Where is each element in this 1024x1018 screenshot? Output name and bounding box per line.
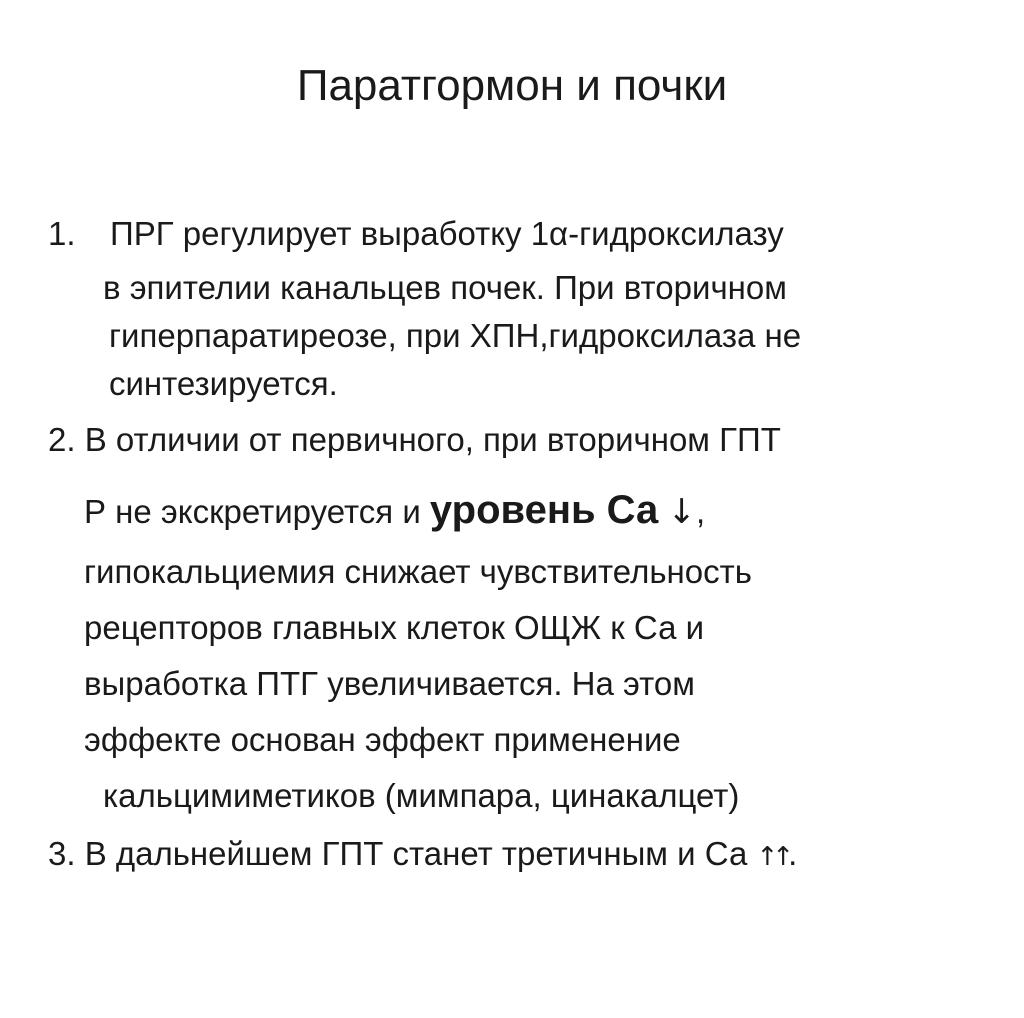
- double-up-arrow-icon: ↑↑: [756, 842, 789, 872]
- item2-line-6: эффекте основан эффект применение: [84, 721, 681, 758]
- item2-line-2-suffix: ,: [695, 493, 706, 530]
- item1-line-2: в эпителии канальцев почек. При вторичном: [103, 269, 787, 306]
- item1-number: 1.: [48, 215, 76, 252]
- item1-line-1: ПРГ регулирует выработку 1α-гидроксилазу: [110, 215, 784, 252]
- item2-line-1: 2. В отличии от первичного, при вторичном ГПТ: [48, 421, 781, 458]
- item3-line: [48, 834, 797, 877]
- item2-line-2: [84, 490, 705, 532]
- item1-line-4: синтезируется.: [109, 365, 338, 402]
- item3-text: 3. В дальнейшем ГПТ станет третичным и Са: [48, 835, 757, 872]
- item2-line-7: кальцимиметиков (мимпара, цинакалцет): [103, 777, 740, 814]
- item2-line-5: выработка ПТГ увеличивается. На этом: [84, 665, 695, 702]
- item2-line-2-prefix: Р не экскретируется и: [84, 493, 430, 530]
- calcium-level-bold: уровень Са: [429, 488, 659, 532]
- slide-title: Паратгормон и почки: [296, 61, 728, 110]
- item1-line-3: гиперпаратиреозе, при ХПН,гидроксилаза не: [109, 317, 802, 354]
- item3-suffix: .: [788, 835, 798, 872]
- item2-line-4: рецепторов главных клеток ОЩЖ к Са и: [84, 609, 705, 646]
- item2-line-3: гипокальциемия снижает чувствительность: [84, 553, 752, 590]
- down-arrow-icon: ↓: [667, 492, 696, 532]
